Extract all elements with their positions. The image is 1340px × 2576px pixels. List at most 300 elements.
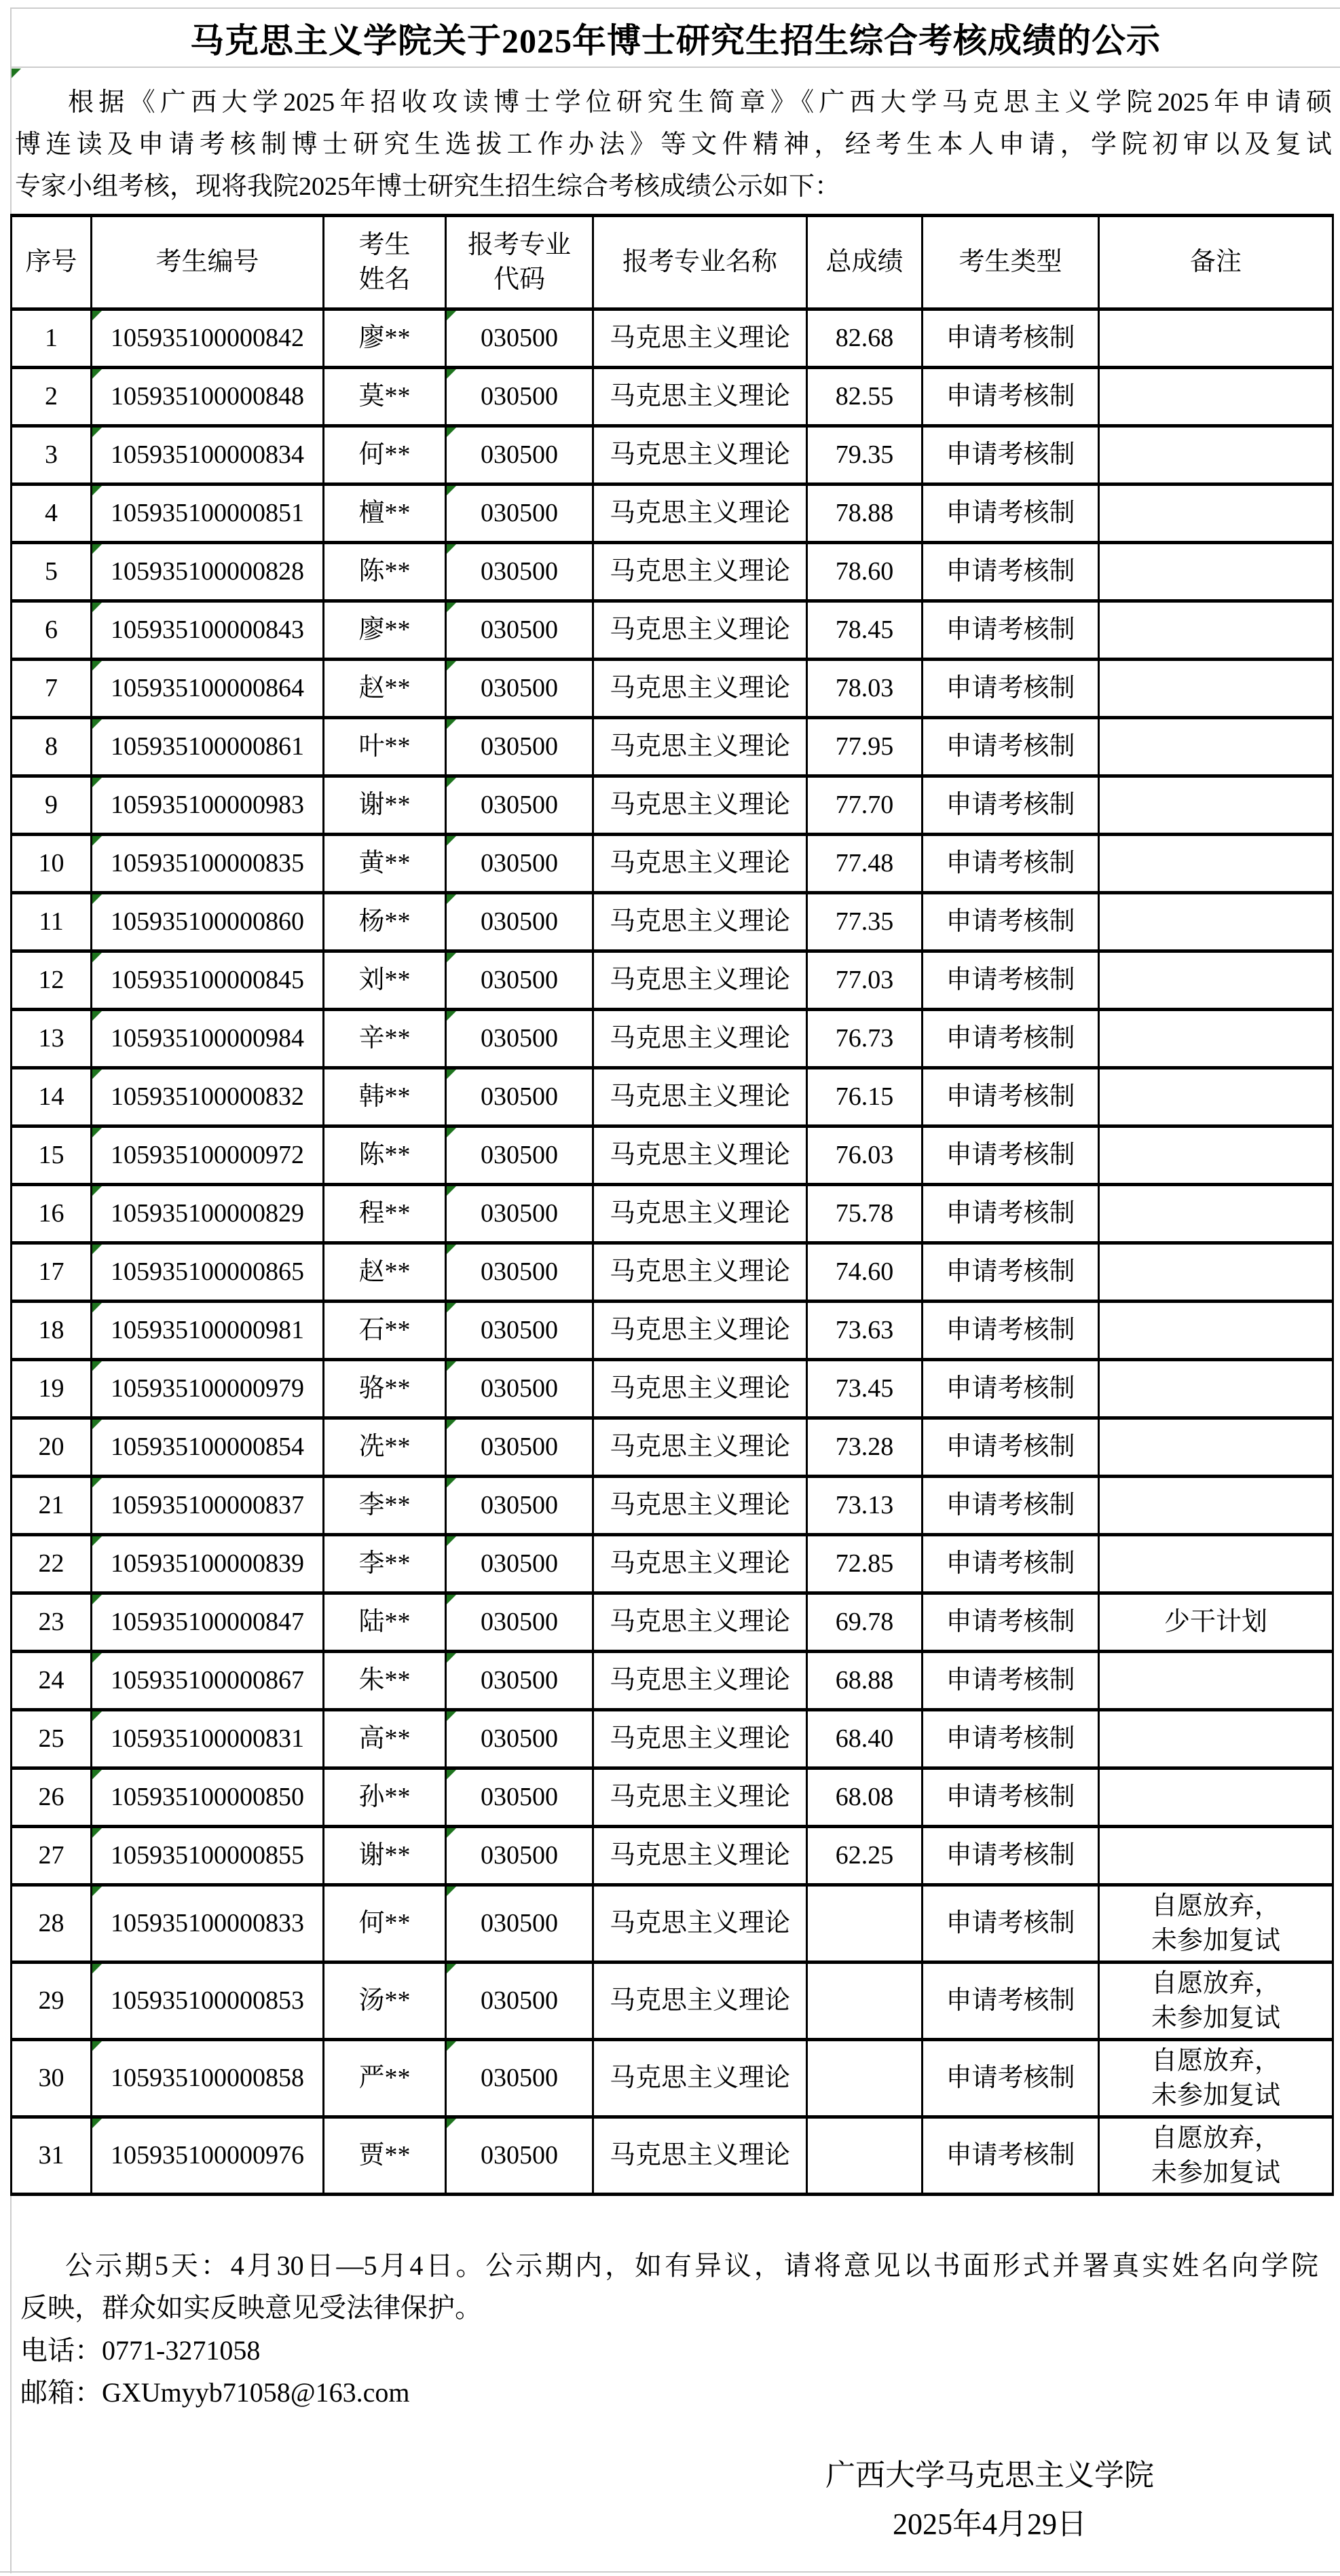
- table-row: [12, 426, 1333, 485]
- cell-candidate-id: 105935100000829: [92, 1185, 324, 1243]
- cell-total-score: 68.88: [807, 1652, 923, 1710]
- green-triangle-icon: [92, 719, 102, 729]
- cell-candidate-type: 申请考核制: [923, 1885, 1099, 1963]
- cell-candidate-name: 刘**: [324, 951, 446, 1010]
- cell-seq: 1: [12, 309, 92, 368]
- cell-remark: [1099, 426, 1333, 485]
- cell-major-name: 马克思主义理论: [593, 1827, 807, 1885]
- cell-major-name: 马克思主义理论: [593, 309, 807, 368]
- green-triangle-icon: [92, 1478, 102, 1488]
- cell-seq: 23: [12, 1593, 92, 1652]
- cell-major-name: 马克思主义理论: [593, 951, 807, 1010]
- green-triangle-icon: [92, 1420, 102, 1429]
- cell-candidate-id: 105935100000828: [92, 543, 324, 601]
- cell-candidate-id: 105935100000845: [92, 951, 324, 1010]
- green-triangle-icon: [92, 1128, 102, 1137]
- cell-candidate-name: 谢**: [324, 776, 446, 835]
- cell-major-code: 030500: [446, 835, 593, 893]
- cell-major-code: 030500: [446, 1418, 593, 1477]
- cell-seq: 25: [12, 1710, 92, 1768]
- green-triangle-icon: [447, 1653, 456, 1663]
- green-triangle-icon: [92, 778, 102, 787]
- signature-block: [822, 2451, 1157, 2549]
- green-triangle-icon: [92, 1964, 102, 1973]
- cell-candidate-name: 韩**: [324, 1068, 446, 1126]
- cell-major-name: 马克思主义理论: [593, 1068, 807, 1126]
- cell-seq: 22: [12, 1535, 92, 1593]
- cell-candidate-name: 廖**: [324, 309, 446, 368]
- column-header-major-name: 报考专业名称: [593, 216, 807, 309]
- green-triangle-icon: [447, 1711, 456, 1721]
- cell-candidate-id: 105935100000972: [92, 1126, 324, 1185]
- table-row: [12, 1302, 1333, 1360]
- table-row: [12, 601, 1333, 660]
- green-triangle-icon: [447, 2119, 456, 2128]
- green-triangle-icon: [447, 836, 456, 846]
- cell-candidate-type: 申请考核制: [923, 1243, 1099, 1302]
- green-triangle-icon: [92, 894, 102, 904]
- cell-candidate-type: 申请考核制: [923, 776, 1099, 835]
- cell-candidate-type: 申请考核制: [923, 1302, 1099, 1360]
- cell-candidate-name: 辛**: [324, 1010, 446, 1068]
- cell-major-code: 030500: [446, 718, 593, 776]
- cell-candidate-id: 105935100000839: [92, 1535, 324, 1593]
- cell-seq: 29: [12, 1963, 92, 2040]
- cell-candidate-id: 105935100000832: [92, 1068, 324, 1126]
- cell-major-code: 030500: [446, 2040, 593, 2117]
- green-triangle-icon: [447, 2041, 456, 2051]
- cell-major-code: 030500: [446, 1652, 593, 1710]
- cell-total-score: 74.60: [807, 1243, 923, 1302]
- cell-remark: 自愿放弃， 未参加复试: [1099, 2040, 1333, 2117]
- notice-paragraph: [20, 2245, 1318, 2329]
- table-row: [12, 309, 1333, 368]
- green-triangle-icon: [447, 1303, 456, 1312]
- cell-candidate-type: 申请考核制: [923, 660, 1099, 718]
- cell-candidate-name: 程**: [324, 1185, 446, 1243]
- column-header-total-score: 总成绩: [807, 216, 923, 309]
- cell-major-code: 030500: [446, 426, 593, 485]
- cell-candidate-id: 105935100000835: [92, 835, 324, 893]
- cell-candidate-name: 冼**: [324, 1418, 446, 1477]
- cell-total-score: 82.55: [807, 368, 923, 426]
- cell-total-score: 77.35: [807, 893, 923, 951]
- column-header-candidate-type: 考生类型: [923, 216, 1099, 309]
- notice-line: 公示期5天：4月30日—5月4日。公示期内，如有异议，请将意见以书面形式并署真实姓名向学院: [65, 2250, 1318, 2281]
- table-row: [12, 1243, 1333, 1302]
- cell-major-name: 马克思主义理论: [593, 1963, 807, 2040]
- cell-major-name: 马克思主义理论: [593, 1360, 807, 1418]
- table-row: [12, 1768, 1333, 1827]
- cell-seq: 16: [12, 1185, 92, 1243]
- results-table: [10, 214, 1334, 2196]
- cell-candidate-name: 严**: [324, 2040, 446, 2117]
- cell-major-code: 030500: [446, 1068, 593, 1126]
- cell-major-name: 马克思主义理论: [593, 1768, 807, 1827]
- green-triangle-icon: [447, 1186, 456, 1196]
- green-triangle-icon: [92, 1186, 102, 1196]
- cell-remark: [1099, 1185, 1333, 1243]
- cell-candidate-id: 105935100000858: [92, 2040, 324, 2117]
- cell-total-score: 68.08: [807, 1768, 923, 1827]
- cell-remark: [1099, 368, 1333, 426]
- cell-major-name: 马克思主义理论: [593, 718, 807, 776]
- cell-candidate-type: 申请考核制: [923, 893, 1099, 951]
- cell-major-code: 030500: [446, 951, 593, 1010]
- table-row: [12, 1185, 1333, 1243]
- cell-candidate-name: 檀**: [324, 485, 446, 543]
- cell-remark: [1099, 309, 1333, 368]
- cell-seq: 5: [12, 543, 92, 601]
- cell-total-score: 72.85: [807, 1535, 923, 1593]
- cell-candidate-name: 赵**: [324, 660, 446, 718]
- cell-candidate-id: 105935100000851: [92, 485, 324, 543]
- cell-seq: 8: [12, 718, 92, 776]
- cell-total-score: 73.45: [807, 1360, 923, 1418]
- cell-total-score: 77.48: [807, 835, 923, 893]
- table-row: [12, 1010, 1333, 1068]
- cell-candidate-name: 孙**: [324, 1768, 446, 1827]
- cell-total-score: 79.35: [807, 426, 923, 485]
- cell-major-name: 马克思主义理论: [593, 1010, 807, 1068]
- cell-total-score: [807, 1885, 923, 1963]
- cell-major-code: 030500: [446, 1185, 593, 1243]
- cell-total-score: 68.40: [807, 1710, 923, 1768]
- cell-seq: 28: [12, 1885, 92, 1963]
- cell-remark: [1099, 893, 1333, 951]
- cell-candidate-id: 105935100000837: [92, 1477, 324, 1535]
- cell-major-name: 马克思主义理论: [593, 1302, 807, 1360]
- cell-total-score: 69.78: [807, 1593, 923, 1652]
- intro-line: 博连读及申请考核制博士研究生选拔工作办法》等文件精神，经考生本人申请，学院初审以及复试: [15, 130, 1332, 159]
- cell-major-name: 马克思主义理论: [593, 1535, 807, 1593]
- green-triangle-icon: [447, 544, 456, 554]
- cell-major-code: 030500: [446, 893, 593, 951]
- table-row: [12, 835, 1333, 893]
- green-triangle-icon: [447, 1770, 456, 1779]
- signature-organization: 广西大学马克思主义学院: [825, 2459, 1154, 2492]
- cell-major-code: 030500: [446, 1010, 593, 1068]
- cell-remark: [1099, 543, 1333, 601]
- cell-candidate-type: 申请考核制: [923, 1068, 1099, 1126]
- cell-major-name: 马克思主义理论: [593, 543, 807, 601]
- cell-candidate-id: 105935100000848: [92, 368, 324, 426]
- cell-total-score: 78.88: [807, 485, 923, 543]
- cell-major-code: 030500: [446, 309, 593, 368]
- cell-candidate-type: 申请考核制: [923, 368, 1099, 426]
- cell-major-code: 030500: [446, 1710, 593, 1768]
- cell-major-code: 030500: [446, 1535, 593, 1593]
- contact-email: 邮箱：GXUmyyb71058@163.com: [20, 2377, 410, 2408]
- cell-total-score: 77.70: [807, 776, 923, 835]
- cell-candidate-id: 105935100000867: [92, 1652, 324, 1710]
- cell-remark: [1099, 776, 1333, 835]
- cell-candidate-name: 陈**: [324, 1126, 446, 1185]
- green-triangle-icon: [92, 1245, 102, 1254]
- cell-seq: 15: [12, 1126, 92, 1185]
- cell-candidate-id: 105935100000981: [92, 1302, 324, 1360]
- column-header-candidate-name: 考生 姓名: [324, 216, 446, 309]
- cell-major-code: 030500: [446, 1302, 593, 1360]
- cell-remark: [1099, 1068, 1333, 1126]
- cell-remark: [1099, 1710, 1333, 1768]
- cell-candidate-type: 申请考核制: [923, 1593, 1099, 1652]
- green-triangle-icon: [92, 1653, 102, 1663]
- contact-phone: 电话：0771-3271058: [20, 2335, 261, 2366]
- table-row: [12, 1885, 1333, 1963]
- cell-seq: 9: [12, 776, 92, 835]
- cell-remark: 自愿放弃， 未参加复试: [1099, 1963, 1333, 2040]
- cell-candidate-name: 赵**: [324, 1243, 446, 1302]
- cell-candidate-type: 申请考核制: [923, 951, 1099, 1010]
- green-triangle-icon: [92, 603, 102, 612]
- cell-total-score: 78.60: [807, 543, 923, 601]
- green-triangle-icon: [447, 719, 456, 729]
- cell-major-code: 030500: [446, 1963, 593, 2040]
- green-triangle-icon: [92, 544, 102, 554]
- green-triangle-icon: [447, 1011, 456, 1021]
- cell-candidate-id: 105935100000842: [92, 309, 324, 368]
- green-triangle-icon: [92, 1770, 102, 1779]
- cell-major-name: 马克思主义理论: [593, 426, 807, 485]
- cell-candidate-id: 105935100000831: [92, 1710, 324, 1768]
- table-row: [12, 660, 1333, 718]
- green-triangle-icon: [92, 661, 102, 670]
- cell-major-name: 马克思主义理论: [593, 1710, 807, 1768]
- cell-remark: [1099, 1535, 1333, 1593]
- table-row: [12, 776, 1333, 835]
- cell-candidate-id: 105935100000847: [92, 1593, 324, 1652]
- cell-major-code: 030500: [446, 1885, 593, 1963]
- cell-seq: 4: [12, 485, 92, 543]
- table-row: [12, 1418, 1333, 1477]
- cell-total-score: 82.68: [807, 309, 923, 368]
- cell-candidate-name: 谢**: [324, 1827, 446, 1885]
- table-row: [12, 1593, 1333, 1652]
- cell-major-name: 马克思主义理论: [593, 1126, 807, 1185]
- cell-candidate-name: 黄**: [324, 835, 446, 893]
- cell-major-name: 马克思主义理论: [593, 1477, 807, 1535]
- cell-candidate-name: 廖**: [324, 601, 446, 660]
- table-row: [12, 1710, 1333, 1768]
- cell-seq: 11: [12, 893, 92, 951]
- cell-candidate-id: 105935100000979: [92, 1360, 324, 1418]
- column-header-major-code: 报考专业 代码: [446, 216, 593, 309]
- cell-candidate-type: 申请考核制: [923, 718, 1099, 776]
- cell-remark: [1099, 485, 1333, 543]
- table-row: [12, 1963, 1333, 2040]
- table-row: [12, 485, 1333, 543]
- cell-seq: 7: [12, 660, 92, 718]
- cell-remark: [1099, 1243, 1333, 1302]
- cell-candidate-type: 申请考核制: [923, 2040, 1099, 2117]
- green-triangle-icon: [447, 1478, 456, 1488]
- green-triangle-icon: [92, 1887, 102, 1896]
- cell-candidate-type: 申请考核制: [923, 543, 1099, 601]
- cell-total-score: [807, 2040, 923, 2117]
- green-triangle-icon: [92, 1303, 102, 1312]
- cell-total-score: [807, 2117, 923, 2195]
- cell-major-code: 030500: [446, 601, 593, 660]
- cell-seq: 17: [12, 1243, 92, 1302]
- cell-candidate-type: 申请考核制: [923, 309, 1099, 368]
- cell-candidate-name: 贾**: [324, 2117, 446, 2195]
- cell-seq: 27: [12, 1827, 92, 1885]
- cell-total-score: 78.45: [807, 601, 923, 660]
- cell-candidate-type: 申请考核制: [923, 1477, 1099, 1535]
- cell-major-code: 030500: [446, 368, 593, 426]
- table-row: [12, 1360, 1333, 1418]
- cell-candidate-type: 申请考核制: [923, 601, 1099, 660]
- green-triangle-icon: [447, 1595, 456, 1604]
- cell-candidate-name: 何**: [324, 1885, 446, 1963]
- cell-candidate-id: 105935100000861: [92, 718, 324, 776]
- cell-remark: 少干计划: [1099, 1593, 1333, 1652]
- cell-candidate-id: 105935100000983: [92, 776, 324, 835]
- green-triangle-icon: [92, 486, 102, 495]
- cell-candidate-name: 高**: [324, 1710, 446, 1768]
- green-triangle-icon: [92, 953, 102, 962]
- cell-major-code: 030500: [446, 543, 593, 601]
- cell-candidate-id: 105935100000865: [92, 1243, 324, 1302]
- table-row: [12, 1068, 1333, 1126]
- cell-remark: [1099, 718, 1333, 776]
- green-triangle-icon: [92, 1711, 102, 1721]
- cell-remark: [1099, 951, 1333, 1010]
- column-header-candidate-id: 考生编号: [92, 216, 324, 309]
- cell-candidate-name: 汤**: [324, 1963, 446, 2040]
- cell-candidate-type: 申请考核制: [923, 1710, 1099, 1768]
- cell-seq: 6: [12, 601, 92, 660]
- cell-remark: [1099, 1827, 1333, 1885]
- cell-seq: 3: [12, 426, 92, 485]
- cell-candidate-name: 骆**: [324, 1360, 446, 1418]
- cell-total-score: 77.03: [807, 951, 923, 1010]
- cell-remark: [1099, 1652, 1333, 1710]
- cell-major-name: 马克思主义理论: [593, 776, 807, 835]
- cell-seq: 13: [12, 1010, 92, 1068]
- cell-remark: [1099, 1418, 1333, 1477]
- cell-major-code: 030500: [446, 1768, 593, 1827]
- green-triangle-icon: [92, 2041, 102, 2051]
- cell-total-score: 62.25: [807, 1827, 923, 1885]
- green-triangle-icon: [447, 894, 456, 904]
- table-row: [12, 1126, 1333, 1185]
- cell-candidate-type: 申请考核制: [923, 1010, 1099, 1068]
- cell-seq: 12: [12, 951, 92, 1010]
- green-triangle-icon: [92, 428, 102, 437]
- green-triangle-icon: [447, 1245, 456, 1254]
- green-triangle-icon: [92, 836, 102, 846]
- cell-remark: [1099, 660, 1333, 718]
- cell-total-score: 76.03: [807, 1126, 923, 1185]
- cell-major-code: 030500: [446, 776, 593, 835]
- table-row: [12, 368, 1333, 426]
- cell-candidate-name: 陈**: [324, 543, 446, 601]
- table-row: [12, 951, 1333, 1010]
- table-row: [12, 1652, 1333, 1710]
- cell-major-name: 马克思主义理论: [593, 1243, 807, 1302]
- cell-remark: 自愿放弃， 未参加复试: [1099, 2117, 1333, 2195]
- green-triangle-icon: [447, 1128, 456, 1137]
- cell-candidate-name: 何**: [324, 426, 446, 485]
- table-header-row: [12, 216, 1333, 309]
- cell-seq: 14: [12, 1068, 92, 1126]
- cell-candidate-id: 105935100000853: [92, 1963, 324, 2040]
- cell-total-score: 75.78: [807, 1185, 923, 1243]
- cell-total-score: 73.63: [807, 1302, 923, 1360]
- cell-major-name: 马克思主义理论: [593, 2040, 807, 2117]
- intro-line: 根据《广西大学2025年招收攻读博士学位研究生简章》《广西大学马克思主义学院2025年申请硕: [68, 88, 1332, 117]
- column-header-remarks: 备注: [1099, 216, 1333, 309]
- cell-major-code: 030500: [446, 660, 593, 718]
- cell-candidate-type: 申请考核制: [923, 1126, 1099, 1185]
- table-row: [12, 1535, 1333, 1593]
- cell-major-name: 马克思主义理论: [593, 2117, 807, 2195]
- intro-line: 专家小组考核，现将我院2025年博士研究生招生综合考核成绩公示如下：: [15, 172, 841, 201]
- green-triangle-icon: [447, 1361, 456, 1371]
- cell-candidate-id: 105935100000855: [92, 1827, 324, 1885]
- cell-candidate-type: 申请考核制: [923, 426, 1099, 485]
- table-row: [12, 2117, 1333, 2195]
- cell-major-name: 马克思主义理论: [593, 1652, 807, 1710]
- table-row: [12, 1477, 1333, 1535]
- cell-seq: 30: [12, 2040, 92, 2117]
- cell-major-code: 030500: [446, 1593, 593, 1652]
- green-triangle-icon: [92, 1828, 102, 1838]
- cell-major-code: 030500: [446, 1243, 593, 1302]
- cell-major-code: 030500: [446, 1126, 593, 1185]
- cell-major-name: 马克思主义理论: [593, 485, 807, 543]
- column-header-index: 序号: [12, 216, 92, 309]
- cell-major-name: 马克思主义理论: [593, 660, 807, 718]
- page-title: 马克思主义学院关于2025年博士研究生招生综合考核成绩的公示: [190, 21, 1161, 60]
- cell-seq: 2: [12, 368, 92, 426]
- cell-total-score: 76.73: [807, 1010, 923, 1068]
- table-row: [12, 718, 1333, 776]
- green-triangle-icon: [447, 778, 456, 787]
- cell-candidate-type: 申请考核制: [923, 1185, 1099, 1243]
- cell-candidate-name: 陆**: [324, 1593, 446, 1652]
- green-triangle-icon: [447, 1828, 456, 1838]
- cell-major-code: 030500: [446, 1360, 593, 1418]
- cell-major-code: 030500: [446, 1477, 593, 1535]
- green-triangle-icon: [447, 661, 456, 670]
- cell-candidate-type: 申请考核制: [923, 1652, 1099, 1710]
- cell-seq: 18: [12, 1302, 92, 1360]
- cell-total-score: 78.03: [807, 660, 923, 718]
- grid-line-bottom: [0, 2571, 1340, 2573]
- cell-candidate-name: 杨**: [324, 893, 446, 951]
- cell-remark: 自愿放弃， 未参加复试: [1099, 1885, 1333, 1963]
- cell-seq: 19: [12, 1360, 92, 1418]
- cell-total-score: 76.15: [807, 1068, 923, 1126]
- cell-total-score: 73.13: [807, 1477, 923, 1535]
- cell-candidate-id: 105935100000854: [92, 1418, 324, 1477]
- cell-major-name: 马克思主义理论: [593, 893, 807, 951]
- cell-candidate-id: 105935100000984: [92, 1010, 324, 1068]
- green-triangle-icon: [92, 1361, 102, 1371]
- cell-major-name: 马克思主义理论: [593, 601, 807, 660]
- cell-candidate-type: 申请考核制: [923, 1963, 1099, 2040]
- intro-paragraph: [15, 68, 1332, 208]
- green-triangle-icon: [447, 1420, 456, 1429]
- green-triangle-icon: [447, 311, 456, 320]
- cell-seq: 24: [12, 1652, 92, 1710]
- cell-seq: 26: [12, 1768, 92, 1827]
- cell-candidate-name: 李**: [324, 1535, 446, 1593]
- green-triangle-icon: [447, 486, 456, 495]
